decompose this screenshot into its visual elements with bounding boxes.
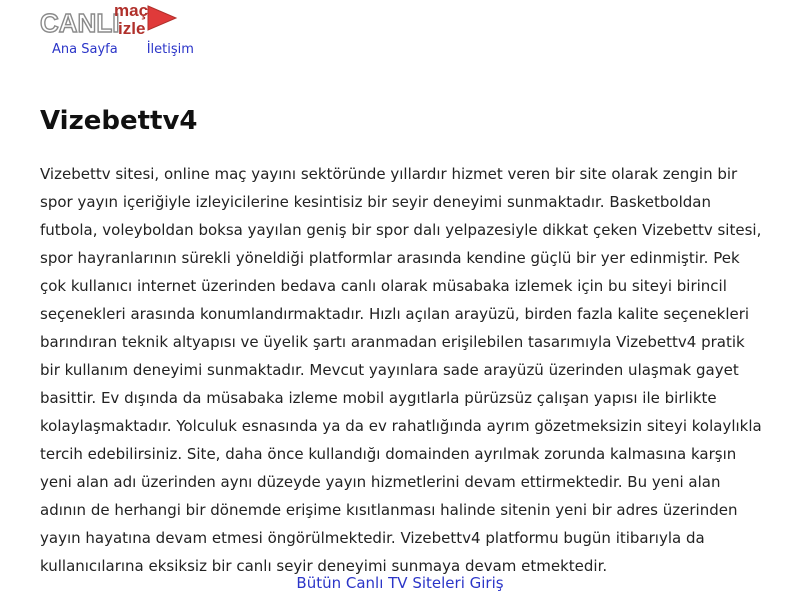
play-icon [148,6,176,30]
footer [0,574,800,592]
article-body: Vizebettv sitesi, online maç yayını sektöründe yıllardır hizmet veren bir site olarak zengin bir spor yayın içeriğiyle izleyicilerine kesintisiz bir seyir deneyimi sunmaktadır. Basketboldan futbola, voleyboldan boksa yayılan geniş bir spor dalı yelpazesiyle dikkat çeken Vizebettv sitesi, spor hayranlarının sürekli yöneldiği platformlar arasında kendine güçlü bir yer edinmiştir. Pek çok kullanıcı internet üzerinden bedava canlı olarak müsabaka izlemek için bu siteyi birincil seçenekleri arasında konumlandırmaktadır. Hızlı açılan arayüzü, birden fazla kalite seçenekleri barındıran teknik altyapısı ve üyelik şartı aranmadan erişilebilen tasarımıyla Vizebettv4 pratik bir kullanım deneyimi sunmaktadır. Mevcut yayınlara sade arayüzü üzerinden ulaşmak gayet basittir. Ev dışında da müsabaka izleme mobil aygıtlarla pürüzsüz çalışan yapısı ile birlikte kolaylaşmaktadır. Yolculuk esnasında ya da ev rahatlığında ayrım gözetmeksizin siteyi kolaylıkla tercih edebilirsiniz. Site, daha önce kullandığı domainden ayrılmak zorunda kalmasına karşın yeni alan adı üzerinden aynı düzeyde yayın hizmetlerini devam ettirmektedir. Bu yeni alan adının de herhangi bir dönemde erişime kısıtlanması halinde sitenin yeni bir adres üzerinden yayın hayatına devam etmesi öngörülmektedir. Vizebettv4 platformu bugün itibarıyla da kullanıcılarına eksiksiz bir canlı seyir deneyimi sunmaya devam etmektedir. [40,165,762,575]
logo-line2: izle [118,19,146,38]
main-nav [52,42,194,57]
logo-line1: maç [114,1,149,20]
site-logo[interactable] [40,0,180,40]
all-live-tv-sites-link[interactable]: Bütün Canlı TV Siteleri Giriş [296,574,504,592]
nav-link-contact[interactable]: İletişim [146,42,194,57]
nav-link-home[interactable]: Ana Sayfa [52,42,118,57]
page-title: Vizebettv4 [40,106,198,136]
logo-word: CANLI [40,8,120,38]
